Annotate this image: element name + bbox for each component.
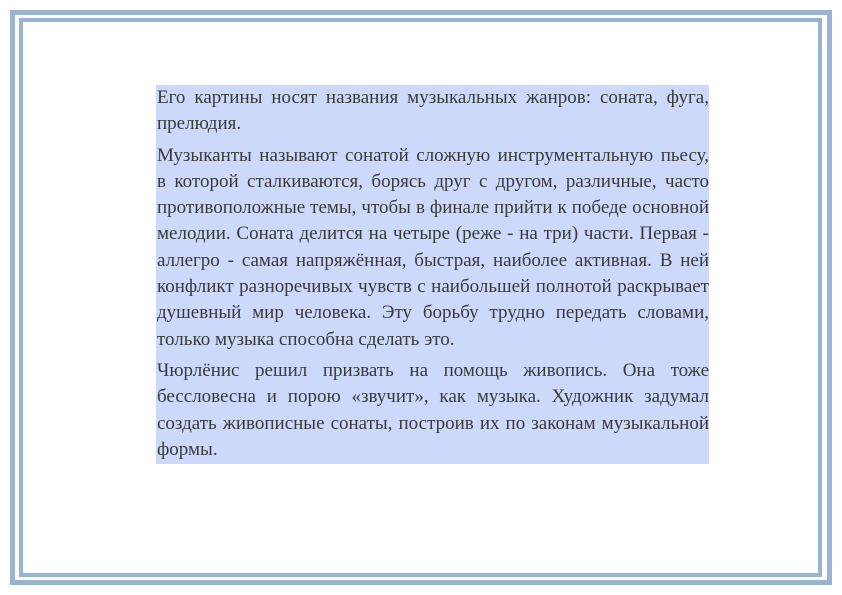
paragraph-genres: Его картины носят названия музыкальных жанров: соната, фуга, прелюдия. xyxy=(157,87,709,135)
paragraph-ciurlionis: Чюрлёнис решил призвать на помощь живопись. Она тоже бессловесна и порою «звучит», как музыка. Художник задумал создать живописные сонаты, построив их по законам музыкальной формы. xyxy=(157,359,709,460)
text-block xyxy=(156,85,709,464)
paragraph-sonata: Музыканты называют сонатой сложную инструментальную пьесу, в которой сталкиваются, борясь друг с другом, различные, часто противоположные темы, чтобы в финале прийти к победе основной мелодии. Соната делится на четыре (реже - на три) части. Первая - аллегро - самая напряжённая, быстрая, наиболее активная. В ней конфликт разноречивых чувств с наибольшей полнотой раскрывает душевный мир человека. Эту борьбу трудно передать словами, только музыка способна сделать это. xyxy=(157,144,709,350)
